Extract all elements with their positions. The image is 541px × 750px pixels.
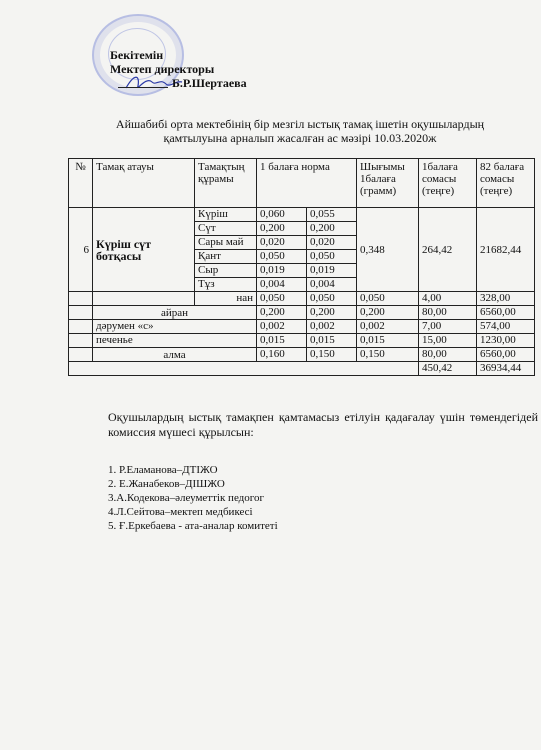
total-cost-one: 450,42 [419,362,477,376]
extra-name [93,292,195,306]
ingredient-norm-2: 0,004 [307,278,357,292]
ingredient-norm-2: 0,019 [307,264,357,278]
extra-norm-1: 0,002 [257,320,307,334]
table-row [69,320,535,334]
table-row [69,306,535,320]
ingredient-norm-2: 0,020 [307,236,357,250]
extra-yield: 0,150 [357,348,419,362]
table-header-row [69,159,535,208]
ingredient-name: Күріш [195,208,257,222]
total-row [69,362,535,376]
extra-cost-one: 7,00 [419,320,477,334]
extra-cost-one: 80,00 [419,348,477,362]
ingredient-name: Қант [195,250,257,264]
table-row [69,208,535,222]
extra-name: печенье [93,334,257,348]
extra-number [69,320,93,334]
list-item: 3.А.Кодекова–әлеуметтік педогог [108,492,265,504]
document-title [100,117,500,145]
extra-norm-2: 0,015 [307,334,357,348]
ingredient-norm-1: 0,004 [257,278,307,292]
header-yield: Шығымы 1балаға (грамм) [357,159,419,208]
extra-norm-2: 0,050 [307,292,357,306]
extra-name: айран [93,306,257,320]
ingredient-name: Сүт [195,222,257,236]
approval-position: Мектеп директоры [110,62,215,76]
total-empty [69,362,419,376]
table-row [69,292,535,306]
ingredient-norm-1: 0,200 [257,222,307,236]
extra-yield: 0,200 [357,306,419,320]
ingredient-norm-2: 0,050 [307,250,357,264]
extra-norm-1: 0,160 [257,348,307,362]
extra-norm-1: 0,015 [257,334,307,348]
approval-block [110,48,247,90]
dish-cost-one: 264,42 [419,208,477,292]
dish-yield: 0,348 [357,208,419,292]
header-dish-name: Тамақ атауы [93,159,195,208]
extra-norm-2: 0,150 [307,348,357,362]
total-cost-82: 36934,44 [477,362,535,376]
header-composition: Тамақтың құрамы [195,159,257,208]
extra-cost-82: 574,00 [477,320,535,334]
extra-norm-2: 0,200 [307,306,357,320]
ingredient-norm-1: 0,019 [257,264,307,278]
extra-cost-one: 4,00 [419,292,477,306]
extra-name: алма [93,348,257,362]
extra-norm-1: 0,050 [257,292,307,306]
extra-composition: нан [195,292,257,306]
list-item: 5. Ғ.Еркебаева - ата-аналар комитеті [108,520,278,532]
dish-number: 6 [69,208,93,292]
commission-members-list [108,463,278,533]
approval-signature-line [110,76,247,90]
ingredient-name: Тұз [195,278,257,292]
extra-cost-one: 15,00 [419,334,477,348]
extra-yield: 0,050 [357,292,419,306]
extra-number [69,306,93,320]
ingredient-name: Сыр [195,264,257,278]
dish-name: Күріш сүт ботқасы [93,208,195,292]
director-name: Б.Р.Шертаева [172,76,247,90]
extra-number [69,348,93,362]
extra-number [69,334,93,348]
ingredient-norm-1: 0,020 [257,236,307,250]
ingredient-norm-1: 0,060 [257,208,307,222]
list-item: 4.Л.Сейтова–мектеп медбикесі [108,506,253,518]
extra-number [69,292,93,306]
menu-table [68,158,535,376]
extra-cost-82: 1230,00 [477,334,535,348]
extra-norm-1: 0,200 [257,306,307,320]
ingredient-norm-1: 0,050 [257,250,307,264]
title-line-2: қамтылуына арналып жасалған ас мәзірі 10.03.2020ж [163,131,437,145]
ingredient-norm-2: 0,200 [307,222,357,236]
title-line-1: Айшабибі орта мектебінің бір мезгіл ыстық тамақ ішетін оқушылардың [115,117,485,131]
extra-cost-82: 328,00 [477,292,535,306]
header-norm: 1 балаға норма [257,159,357,208]
list-item: 2. Е.Жанабеков–ДІШЖО [108,478,225,490]
header-cost-82: 82 балаға сомасы (теңге) [477,159,535,208]
extra-cost-82: 6560,00 [477,306,535,320]
extra-yield: 0,015 [357,334,419,348]
extra-yield: 0,002 [357,320,419,334]
list-item: 1. Р.Еламанова–ДТІЖО [108,464,218,476]
commission-paragraph: Оқушылардың ыстық тамақпен қамтамасыз етілуін қадағалау үшін төмендегідей комиссия мүшесі құрылсын: [108,410,538,439]
table-row [69,348,535,362]
extra-name: дәрумен «с» [93,320,257,334]
table-row [69,334,535,348]
header-number: № [69,159,93,208]
extra-cost-one: 80,00 [419,306,477,320]
dish-cost-82: 21682,44 [477,208,535,292]
extra-norm-2: 0,002 [307,320,357,334]
ingredient-norm-2: 0,055 [307,208,357,222]
ingredient-name: Сары май [195,236,257,250]
extra-cost-82: 6560,00 [477,348,535,362]
header-cost-one: 1балаға сомасы (теңге) [419,159,477,208]
approval-title: Бекітемін [110,48,164,62]
